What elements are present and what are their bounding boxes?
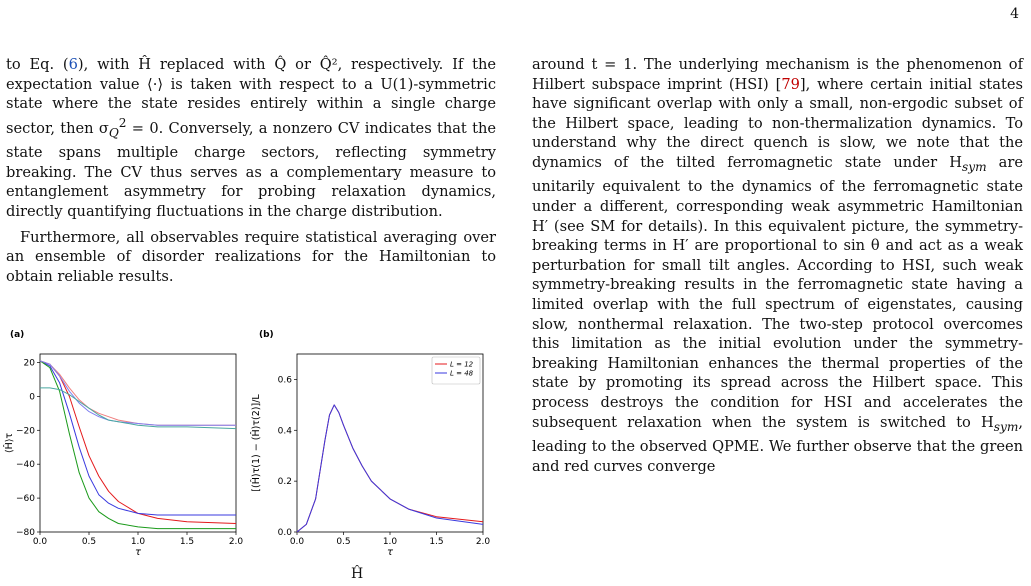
x-axis-label: τ [134, 547, 142, 558]
x-tick-label: 0.5 [81, 537, 97, 547]
x-tick-label: 1.0 [382, 537, 398, 547]
y-tick-label: 0 [29, 392, 35, 403]
series-line-1 [297, 405, 483, 532]
paragraph-2: Furthermore, all observables require statistical averaging over an ensemble of disorder realizations for the Hamiltonian to obtain reliable results. [6, 228, 496, 285]
page-number: 4 [1010, 6, 1019, 22]
y-tick-label: −80 [16, 528, 35, 538]
x-tick-label: 2.0 [228, 537, 244, 547]
y-tick-label: 0.4 [277, 426, 292, 437]
paragraph-1: to Eq. (6), with Ĥ replaced with Q̂ or Q̂², respectively. If the expectation value ⟨·⟩ is taken with respect to a U(1)-symmetric state where the state resides entirely within a single charge sector, then $\sigma_Q^2 = 0$. Conversely, a nonzero CV indicates that the state spans multiple charge sectors, reflecting symmetry breaking. The CV thus serves as a complementary measure to entanglement asymmetry for probing relaxation dynamics, directly quantifying fluctuations in the charge distribution. [6, 56, 496, 220]
y-tick-label: −20 [16, 426, 35, 437]
equation-link[interactable]: 6 [68, 56, 78, 73]
legend-entry: L = 12 [450, 360, 474, 369]
panel-label-a: (a) [10, 330, 25, 340]
x-tick-label: 1.0 [130, 537, 146, 547]
y-tick-label: −40 [16, 460, 35, 471]
x-tick-label: 0.5 [336, 537, 351, 547]
left-column [6, 55, 496, 286]
series-line-6 [40, 388, 236, 429]
x-tick-label: 1.5 [179, 537, 195, 547]
right-column [532, 55, 1023, 476]
chart-b-svg [247, 326, 497, 558]
x-tick-label: 2.0 [475, 537, 491, 547]
panel-label-b: (b) [259, 330, 274, 340]
figure-caption: Ĥ [351, 566, 364, 582]
y-tick-label: −60 [16, 494, 35, 505]
series-line-2 [297, 405, 483, 532]
series-line-1 [40, 361, 236, 524]
x-tick-label: 0.0 [32, 537, 48, 547]
y-axis-label: ⟨Ĥ⟩τ [4, 432, 15, 454]
x-tick-label: 1.5 [429, 537, 444, 547]
x-tick-label: 0.0 [289, 537, 305, 547]
series-line-3 [40, 361, 236, 529]
plot-frame [40, 354, 236, 532]
chart-a-svg [0, 326, 244, 558]
series-line-2 [40, 361, 236, 515]
x-axis-label: τ [386, 547, 394, 558]
y-tick-label: 0.2 [277, 477, 292, 488]
paragraph-3: around t = 1. The underlying mechanism is the phenomenon of Hilbert subspace imprint (HSI) [79], where certain initial states have significant overlap with only a small, non-ergodic subset of the Hilbert space, leading to non-thermalization dynamics. To understand why the direct quench is slow, we note that the dynamics of the tilted ferromagnetic state under $H_{sym}$ are unitarily equivalent to the dynamics of the ferromagnetic state under a different, corresponding weak asymmetric Hamiltonian H′ (see SM for details). In this equivalent picture, the symmetry-breaking terms in H′ are proportional to sin θ and act as a weak perturbation for small tilt angles. According to HSI, such weak symmetry-breaking results in the ferromagnetic state having a limited overlap with the full spectrum of eigenstates, causing slow, nonthermal relaxation. The two-step protocol overcomes this limitation as the initial evolution under the symmetry-breaking Hamiltonian enhances the thermal properties of the state by promoting its spread across the Hilbert space. This process destroys the condition for HSI and accelerates the subsequent relaxation when the system is switched to $H_{sym}$, leading to the observed QPME. We further observe that the green and red curves converge [532, 56, 1023, 475]
citation-link[interactable]: 79 [781, 75, 800, 93]
y-tick-label: 0.0 [277, 528, 292, 538]
figure-panel-b [247, 326, 497, 558]
y-axis-label: [(Ĥ)τ(1) − (Ĥ)τ(2)]/L [251, 394, 262, 492]
y-tick-label: 20 [23, 358, 35, 369]
y-tick-label: 0.6 [277, 375, 292, 386]
legend-entry: L = 48 [450, 369, 474, 378]
series-line-5 [40, 361, 236, 425]
series-line-4 [40, 361, 236, 425]
figure-panel-a [0, 326, 244, 558]
